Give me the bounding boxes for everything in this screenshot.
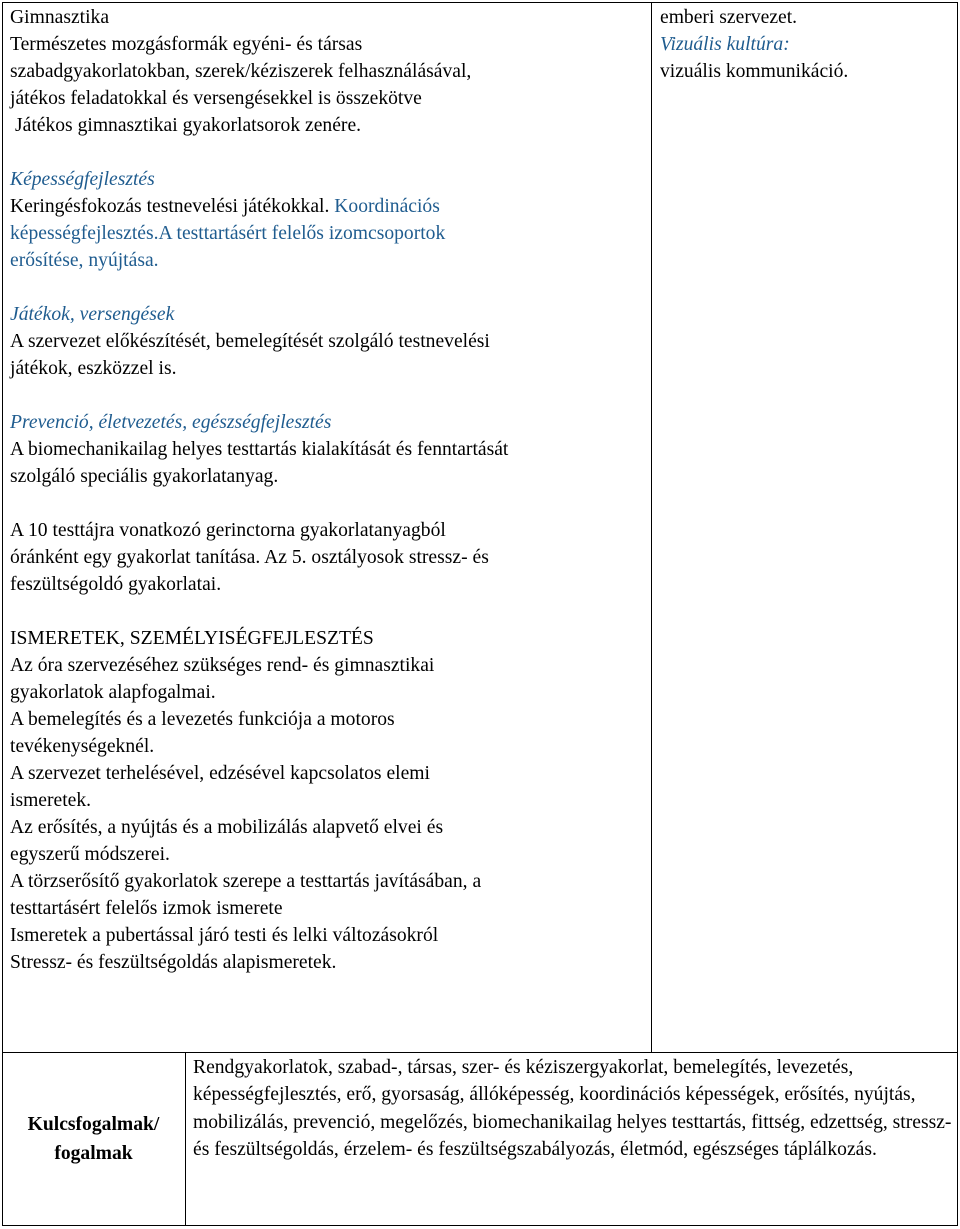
label-line: Kulcsfogalmak/: [27, 1114, 160, 1135]
table-border-middle: [2, 1052, 957, 1053]
text-line: emberi szervezet.: [660, 7, 798, 28]
subject-heading: Vizuális kultúra:: [660, 34, 790, 55]
text-line: egyszerű módszerei.: [10, 844, 170, 865]
text-line: szabadgyakorlatokban, szerek/kéziszerek felhasználásával,: [10, 61, 472, 82]
jatekok-section: [10, 301, 650, 382]
text-line: A bemelegítés és a levezetés funkciója a motoros: [10, 709, 395, 730]
connections-cell: [660, 4, 955, 85]
column-divider-bottom: [185, 1052, 186, 1226]
text-line: Stressz- és feszültségoldás alapismeretek.: [10, 952, 337, 973]
text-line: szolgáló speciális gyakorlatanyag.: [10, 466, 279, 487]
section-heading: Prevenció, életvezetés, egészségfejlesztés: [10, 412, 332, 433]
table-border-right: [957, 2, 958, 1226]
text-line: A törzserősítő gyakorlatok szerepe a testtartás javításában, a: [10, 871, 482, 892]
text-line: óránként egy gyakorlat tanítása. Az 5. osztályosok stressz- és: [10, 547, 489, 568]
text-line: játékok, eszközzel is.: [10, 358, 177, 379]
text-line: feszültségoldó gyakorlatai.: [10, 574, 222, 595]
section-heading: ISMERETEK, SZEMÉLYISÉGFEJLESZTÉS: [10, 628, 374, 649]
text-line: [10, 193, 650, 220]
table-border-left: [2, 2, 3, 1226]
text-line: játékos feladatokkal és versengésekkel is összekötve: [10, 88, 422, 109]
text-line: Ismeretek a pubertással járó testi és lelki változásokról: [10, 925, 439, 946]
gerinctorna-section: [10, 517, 650, 598]
kepessegfejlesztes-section: [10, 166, 650, 274]
text-line: A szervezet terhelésével, edzésével kapcsolatos elemi: [10, 763, 430, 784]
table-border-bottom: [2, 1225, 957, 1226]
text-line: tevékenységeknél.: [10, 736, 155, 757]
text-line: erősítése, nyújtása.: [10, 250, 159, 271]
text-line: A szervezet előkészítését, bemelegítését szolgáló testnevelési: [10, 331, 490, 352]
prevencio-section: [10, 409, 650, 490]
label-line: fogalmak: [54, 1143, 133, 1164]
text-line: [10, 220, 650, 247]
text-line: A biomechanikailag helyes testtartás kialakítását és fenntartását: [10, 439, 509, 460]
gimnasztika-section: [10, 4, 650, 139]
text-line: gyakorlatok alapfogalmai.: [10, 682, 216, 703]
text-line: Természetes mozgásformák egyéni- és társas: [10, 34, 363, 55]
text-run-blue: Koordinációs: [334, 196, 440, 217]
section-title: Gimnasztika: [10, 7, 110, 28]
text-run: Keringésfokozás testnevelési játékokkal.: [10, 196, 335, 217]
key-concepts-text: Rendgyakorlatok, szabad-, társas, szer- és kéziszergyakorlat, bemelegítés, levezetés, képességfejlesztés, erő, gyorsaság, állóképesség, koordinációs képességek, erősítés, nyújtás, mobilizálás, prevenció, megelőzés, biomechanikailag helyes testtartás, fittség, edzettség, stressz- és feszültségoldás, érzelem- és feszültségszabályozás, életmód, egészséges táplálkozás.: [193, 1057, 952, 1161]
text-run: képességfejlesztés.: [10, 223, 159, 244]
text-line: Az óra szervezéséhez szükséges rend- és gimnasztikai: [10, 655, 435, 676]
text-line: vizuális kommunikáció.: [660, 61, 849, 82]
ismeretek-section: [10, 625, 650, 976]
section-heading: Játékok, versengések: [10, 304, 175, 325]
text-line: testtartásért felelős izmok ismerete: [10, 898, 283, 919]
key-concepts-label: [3, 1110, 184, 1168]
text-run: A testtartásért felelős izomcsoportok: [158, 223, 446, 244]
text-line: Játékos gimnasztikai gyakorlatsorok zenére.: [15, 115, 362, 136]
content-cell: [10, 4, 650, 976]
text-line: Az erősítés, a nyújtás és a mobilizálás alapvető elvei és: [10, 817, 444, 838]
table-border-top: [2, 2, 957, 3]
text-line: ismeretek.: [10, 790, 92, 811]
text-line: A 10 testtájra vonatkozó gerinctorna gyakorlatanyagból: [10, 520, 446, 541]
column-divider-top: [651, 2, 652, 1053]
section-heading: Képességfejlesztés: [10, 169, 155, 190]
